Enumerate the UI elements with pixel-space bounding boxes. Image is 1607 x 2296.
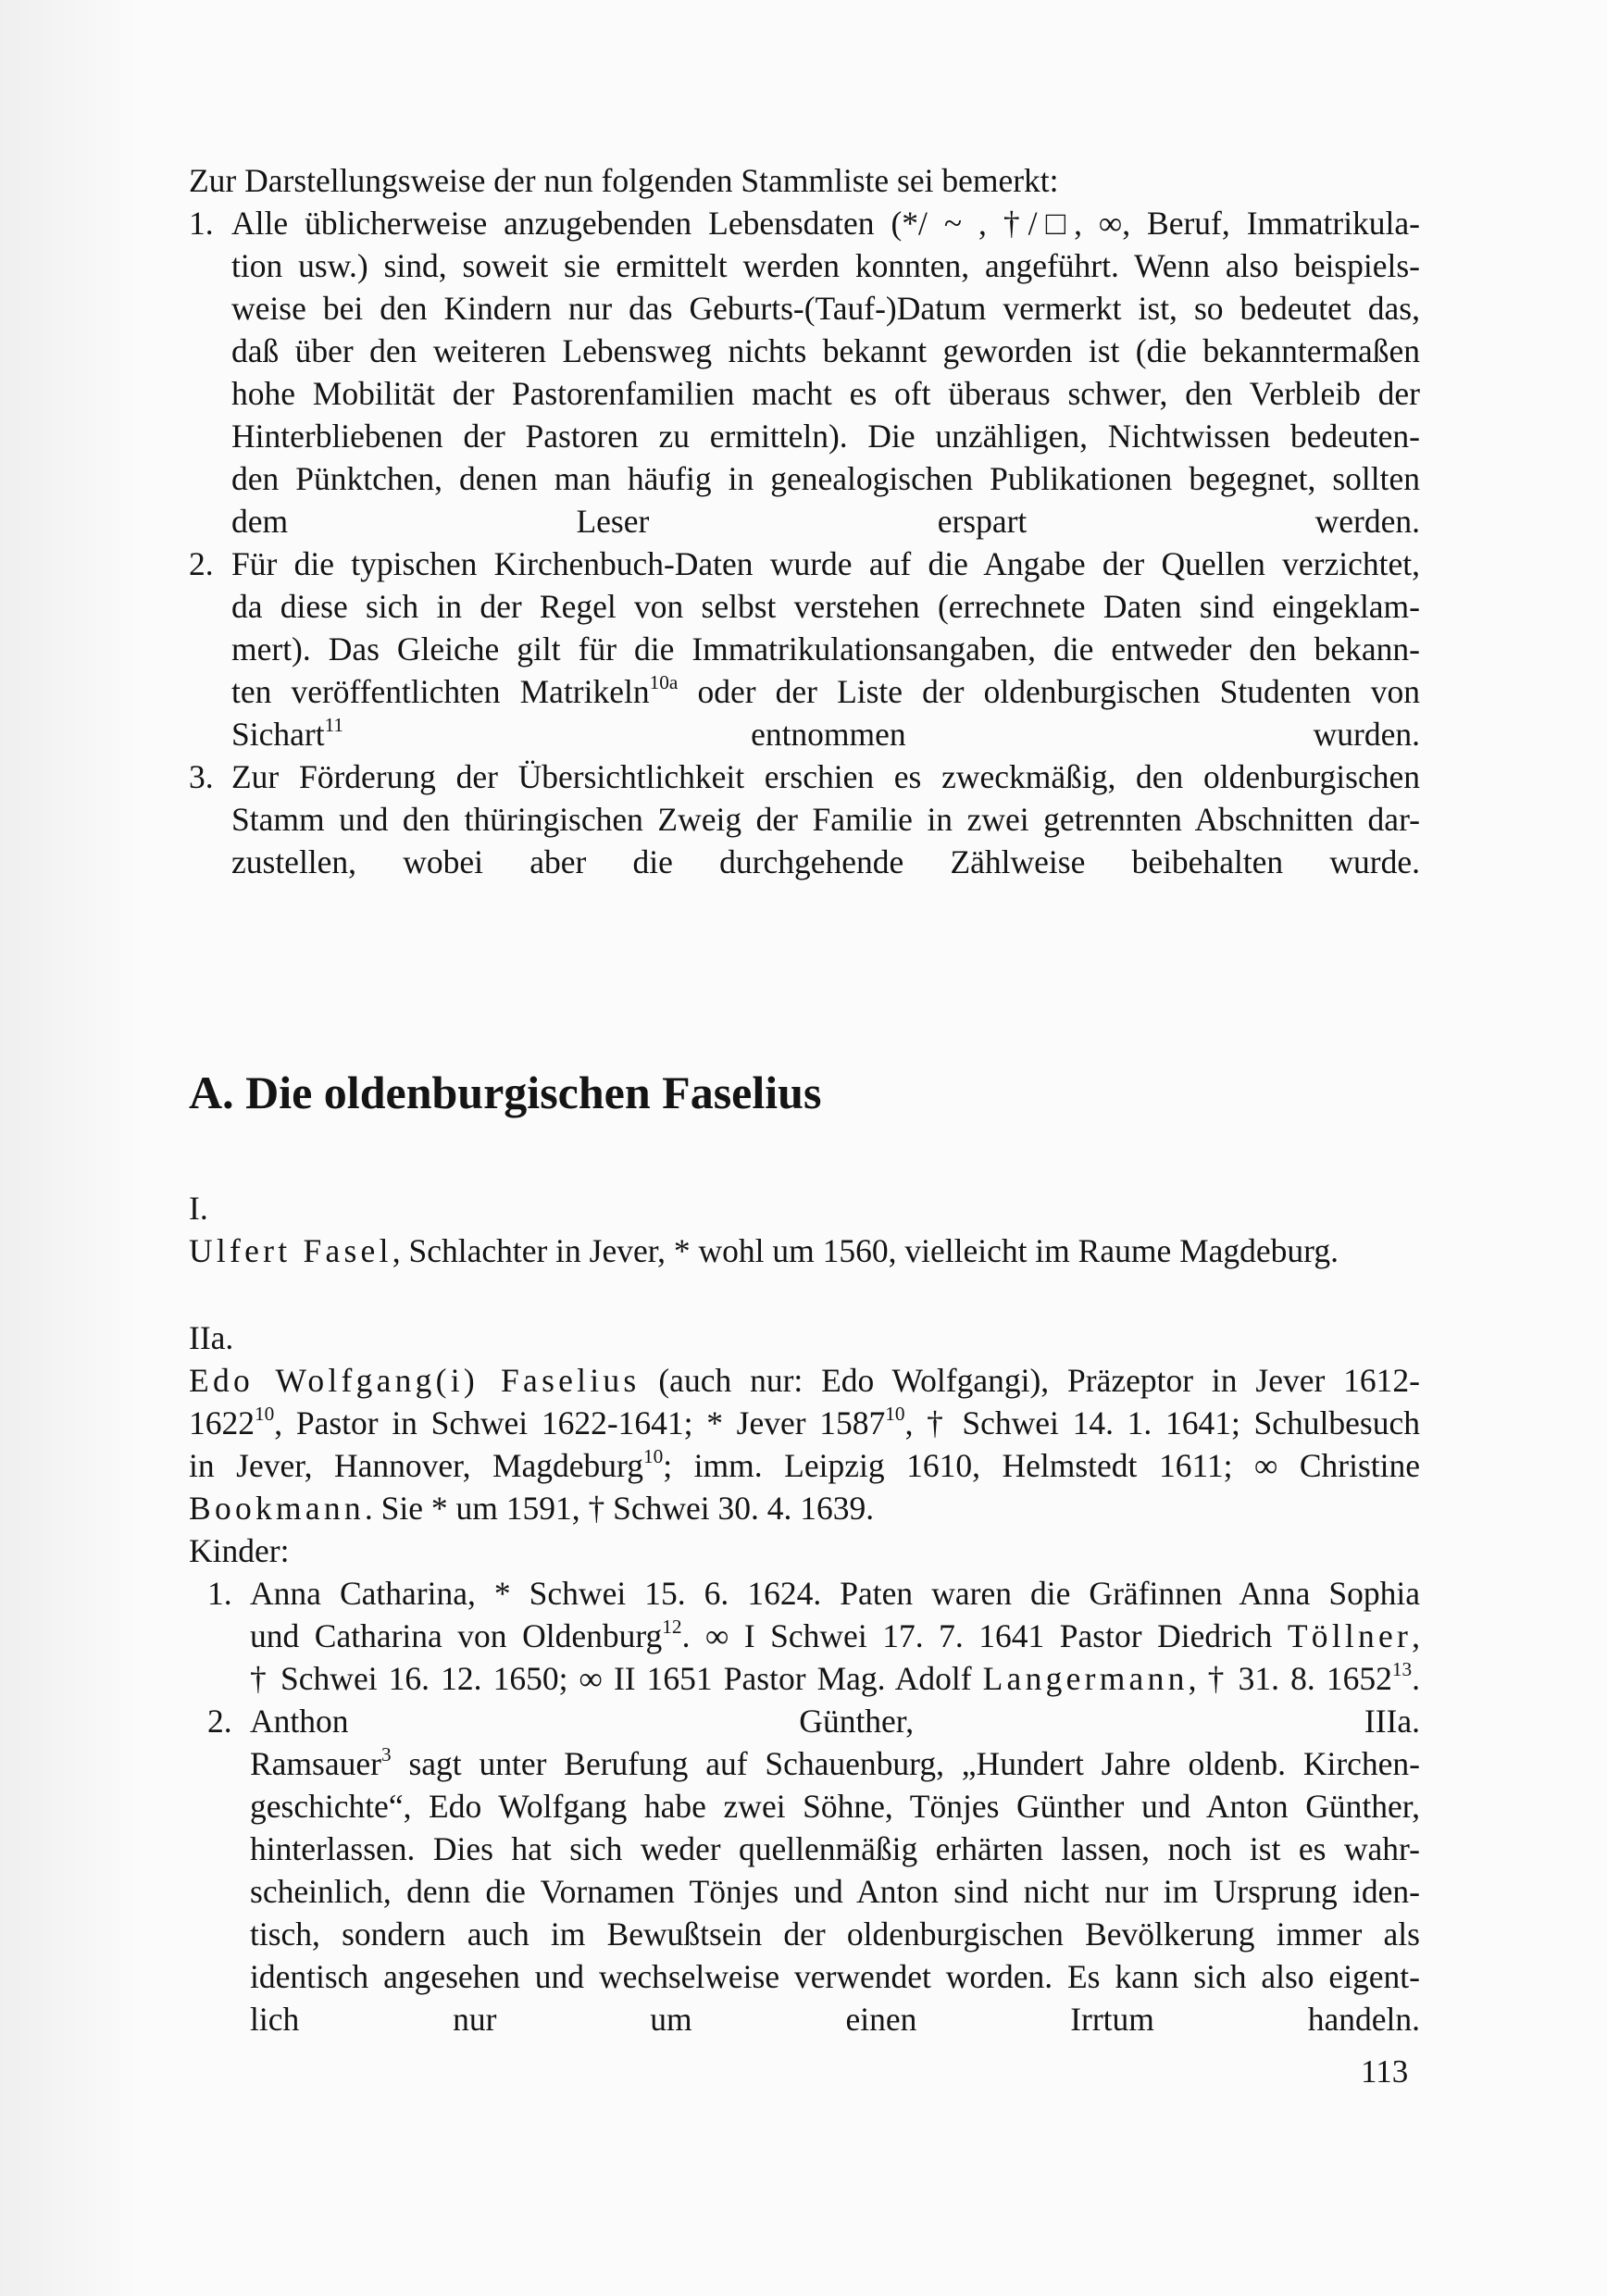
person-name: Edo Wolfgang(i) Faselius	[189, 1362, 641, 1399]
item-line: daß über den weiteren Lebensweg nichts bekannt geworden ist (die bekanntermaßen	[231, 332, 1420, 369]
entry-text: Edo Wolfgang(i) Faselius (auch nur: Edo Wolfgangi), Präzeptor in Jever 1612- 1622$^{10}$, Pastor in Schwei 1622-1641; * Jever 1587$^{10}$, † Schwei 14. 1. 1641; Schulbesuch in Jever, Hannover, Magdeburg$^{10}$; imm. Leipzig 1610, Helmstedt 1611; ∞ Christine Bookmann. Sie * um 1591, † Schwei 30. 4. 1639.	[189, 1362, 1421, 1527]
person-name: Langermann	[982, 1660, 1189, 1697]
intro-item-2	[189, 543, 1420, 755]
item-number: 3.	[189, 758, 214, 795]
children-label: Kinder:	[189, 1532, 290, 1569]
item-line: Hinterbliebenen der Pastoren zu ermitteln). Die unzähligen, Nichtwissen bedeuten-	[231, 418, 1420, 455]
item-line: Sichart$^{11}$ entnommen wurden.	[231, 714, 1420, 753]
item-line: ten veröffentlichten Matrikeln$^{10a}$ oder der Liste der oldenburgischen Studenten von	[231, 671, 1420, 710]
item-line: da diese sich in der Regel von selbst verstehen (errechnete Daten sind eingeklam-	[231, 588, 1420, 625]
page-number: 113	[1361, 2053, 1409, 2090]
child-item-1: 1. Anna Catharina, * Schwei 15. 6. 1624. Paten waren die Gräfinnen Anna Sophia und Catharina von Oldenburg$^{12}$. ∞ I Schwei 17. 7. 1641 Pastor Diedrich Töllner, † Schwei 16. 12. 1650; ∞ II 1651 Pastor Mag. Adolf Langermann, † 31. 8. 1652$^{13}$.	[207, 1572, 1420, 1700]
footnote-ref: 10	[255, 1403, 275, 1426]
item-line: Alle üblicherweise anzugebenden Lebensdaten (*/ ~ , †/□, ∞, Beruf, Immatrikula-	[231, 205, 1420, 242]
intro-section	[189, 159, 1420, 883]
footnote-ref: 10	[885, 1403, 905, 1426]
footnote-ref: 12	[662, 1616, 682, 1639]
person-name: Töllner	[1287, 1617, 1413, 1654]
entry-label: IIa.	[189, 1319, 234, 1356]
footnote-ref: 3	[380, 1743, 392, 1766]
person-name: Bookmann	[189, 1490, 365, 1527]
item-line: Für die typischen Kirchenbuch-Daten wurde auf die Angabe der Quellen verzichtet,	[231, 545, 1420, 582]
item-line: Stamm und den thüringischen Zweig der Familie in zwei getrennten Abschnitten dar-	[231, 801, 1420, 838]
item-number: 2.	[207, 1703, 232, 1740]
entry-IIa	[189, 1316, 1420, 2040]
item-line: tion usw.) sind, soweit sie ermittelt werden konnten, angeführt. Wenn also beispiels-	[231, 247, 1420, 284]
section-heading: A. Die oldenburgischen Faselius	[189, 1067, 822, 1118]
intro-item-1	[189, 202, 1420, 543]
footnote-ref: 11	[324, 714, 344, 737]
footnote-ref: 13	[1391, 1658, 1413, 1681]
item-number: 1.	[207, 1575, 232, 1612]
child-item-2: 2. Anthon Günther, IIIa. Ramsauer$^3$ sagt unter Berufung auf Schauenburg, „Hundert Jahre oldenb. Kirchen- geschichte“, Edo Wolfgang habe zwei Söhne, Tönjes Günther und Anton Günther, hinterlassen. Dies hat sich weder quellenmäßig erhärten lassen, noch ist es wahr- scheinlich, denn die Vornamen Tönjes und Anton sind nicht nur im Ursprung iden- tisch, sondern auch im Bewußtsein der oldenburgischen Bevölkerung immer als identisch angesehen und wechselweise verwendet worden. Es kann sich also eigent- lich nur um einen Irrtum handeln.	[207, 1700, 1420, 2040]
item-line: dem Leser erspart werden.	[231, 503, 1420, 540]
entry-I	[189, 1187, 1420, 1272]
intro-item-3	[189, 755, 1420, 883]
entry-label: I.	[189, 1190, 208, 1227]
person-name: Ulfert Fasel	[189, 1232, 392, 1269]
footnote-ref: 10	[642, 1445, 664, 1468]
item-line: hohe Mobilität der Pastorenfamilien macht es oft überaus schwer, den Verbleib der	[231, 375, 1420, 412]
item-line: Zur Förderung der Übersichtlichkeit erschien es zweckmäßig, den oldenburgischen	[231, 758, 1420, 795]
item-line: mert). Das Gleiche gilt für die Immatrikulationsangaben, die entweder den bekann-	[231, 630, 1420, 668]
item-line: weise bei den Kindern nur das Geburts-(Tauf-)Datum vermerkt ist, so bedeutet das,	[231, 290, 1420, 327]
item-line: den Pünktchen, denen man häufig in genealogischen Publikationen begegnet, sollten	[231, 460, 1420, 497]
item-number: 2.	[189, 545, 214, 582]
entry-text: Ulfert Fasel, Schlachter in Jever, * wohl um 1560, vielleicht im Raume Magdeburg.	[189, 1232, 1339, 1269]
intro-lead: Zur Darstellungsweise der nun folgenden Stammliste sei bemerkt:	[189, 162, 1059, 199]
item-number: 1.	[189, 205, 214, 242]
footnote-ref: 10a	[649, 671, 679, 694]
item-line: zustellen, wobei aber die durchgehende Zählweise beibehalten wurde.	[231, 843, 1420, 880]
